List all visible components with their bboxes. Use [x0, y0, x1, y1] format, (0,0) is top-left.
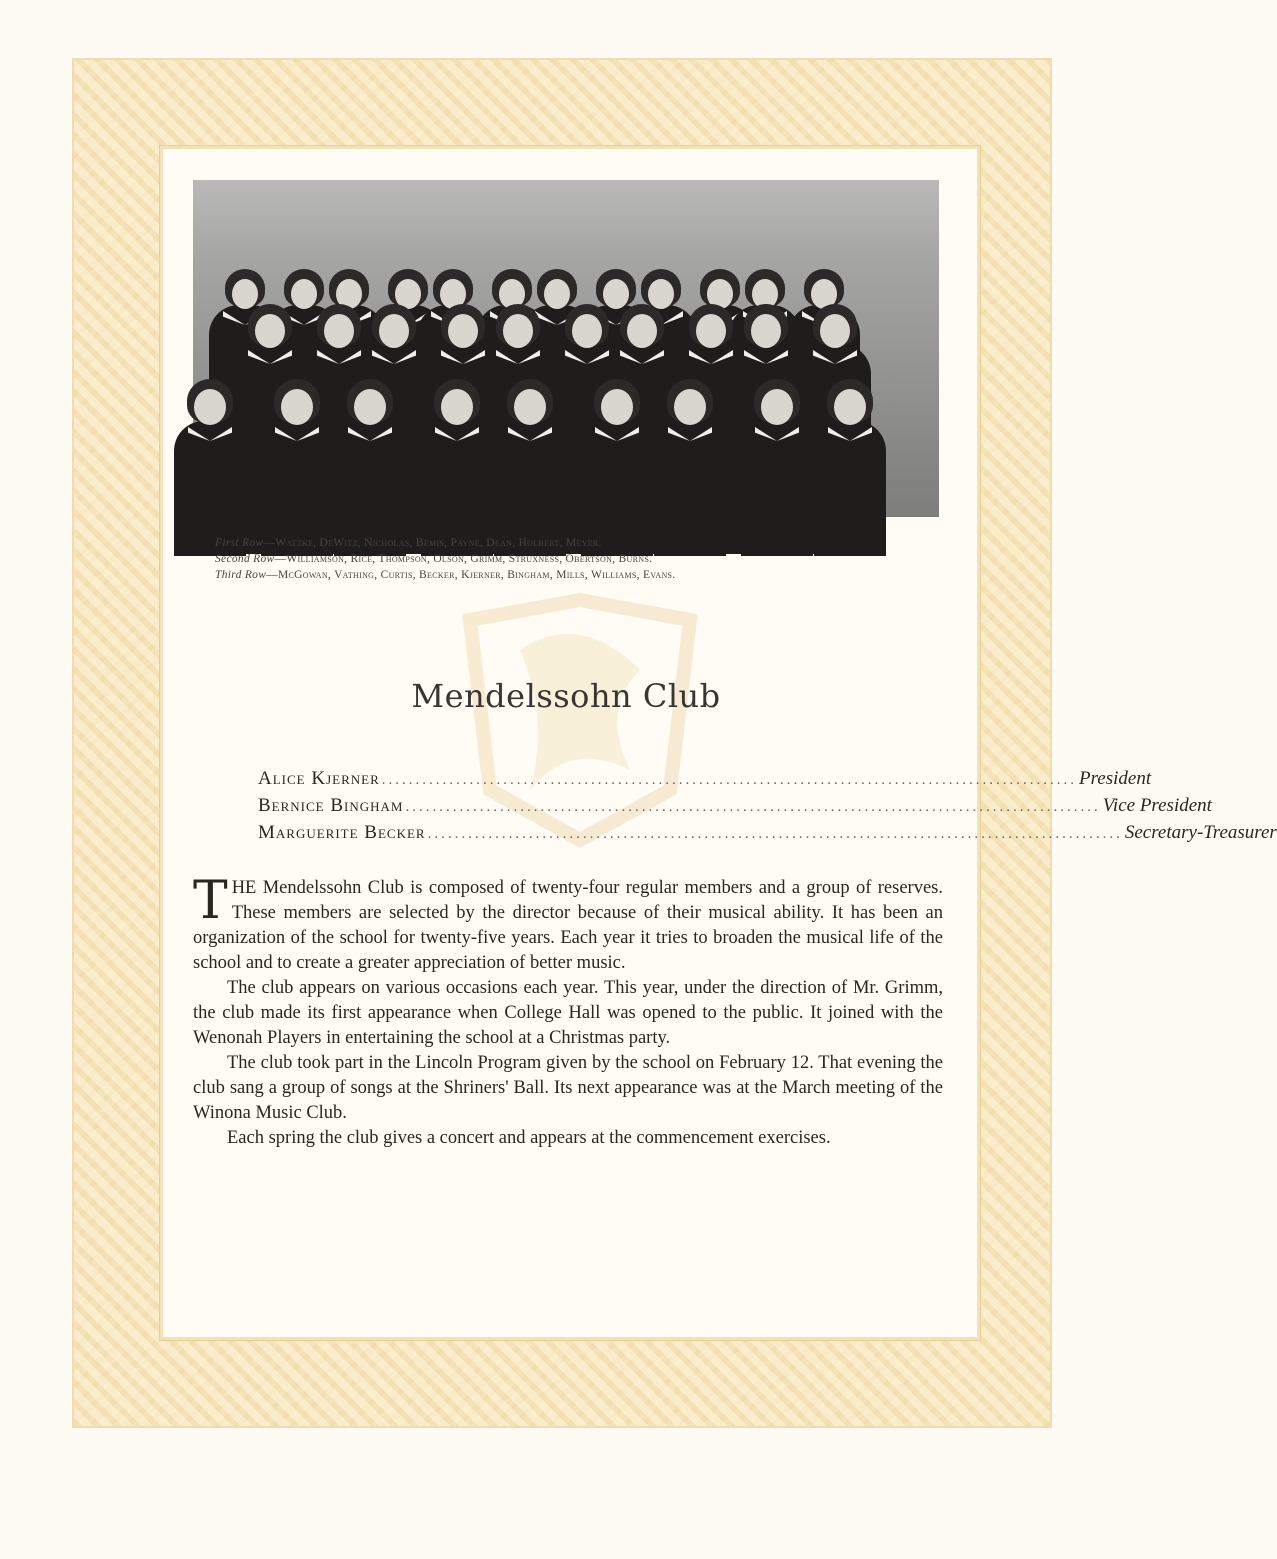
- officer-role: Vice President: [1102, 795, 1212, 816]
- member-face: [627, 314, 657, 348]
- member-face: [503, 314, 533, 348]
- paragraph: The club appears on various occasions each year. This year, under the direction of Mr. Grimm, the club made its first appearance when College Hall was opened to the public. It joined with the Wenonah Players in entertaining the school at a Christmas party.: [193, 978, 943, 1048]
- member-face: [448, 314, 478, 348]
- officer-row: [258, 820, 1277, 847]
- caption-row-label: First Row: [215, 537, 264, 549]
- paragraph: [193, 871, 943, 976]
- caption-row-label: Second Row: [215, 553, 275, 565]
- member-face: [514, 389, 546, 425]
- member-face: [601, 389, 633, 425]
- caption-row-first: [215, 535, 915, 551]
- officer-list: [258, 766, 1277, 847]
- member-face: [544, 279, 570, 309]
- member-face: [751, 314, 781, 348]
- member-face: [696, 314, 726, 348]
- member-face: [674, 389, 706, 425]
- leader-dots: .......................................................................................................: [427, 826, 1123, 842]
- member-face: [232, 279, 258, 309]
- caption-row-third: [215, 567, 915, 583]
- officer-row: [258, 793, 1212, 820]
- member-face: [354, 389, 386, 425]
- member-face: [820, 314, 850, 348]
- member-face: [281, 389, 313, 425]
- member-face: [834, 389, 866, 425]
- officer-name: Alice Kjerner: [258, 768, 380, 789]
- officer-role: Secretary-Treasurer: [1124, 822, 1277, 843]
- page-title: Mendelssohn Club: [411, 677, 721, 715]
- article-body: [193, 871, 943, 1151]
- member-face: [441, 389, 473, 425]
- caption-row-second: [215, 551, 915, 567]
- leader-dots: .......................................................................................................: [381, 772, 1077, 788]
- member-face: [603, 279, 629, 309]
- caption-row-names: —McGowan, Vathing, Curtis, Becker, Kjerner, Bingham, Mills, Williams, Evans.: [266, 569, 676, 581]
- officer-role: President: [1079, 768, 1152, 789]
- member-face: [324, 314, 354, 348]
- group-photo: [193, 180, 939, 517]
- member-face: [572, 314, 602, 348]
- caption-row-names: —Watzke, DeWitz, Nicholas, Bemis, Payne, Dean, Holbert, Meyer.: [263, 537, 602, 549]
- member-face: [648, 279, 674, 309]
- member-face: [291, 279, 317, 309]
- drop-cap: T: [193, 871, 228, 931]
- member-face: [255, 314, 285, 348]
- photo-caption: [215, 535, 915, 583]
- leader-dots: .......................................................................................................: [405, 799, 1101, 815]
- officer-row: [258, 766, 1152, 793]
- officer-name: Bernice Bingham: [258, 795, 404, 816]
- member-face: [379, 314, 409, 348]
- paragraph: Each spring the club gives a concert and appears at the commencement exercises.: [227, 1128, 831, 1148]
- paragraph-text: HE Mendelssohn Club is composed of twenty-four regular members and a group of reserves. These members are selected by the director because of their musical ability. It has been an organization of the school for twenty-five years. Each year it tries to broaden the musical life of the school and to create a greater appreciation of better music.: [193, 878, 943, 973]
- officer-name: Marguerite Becker: [258, 822, 426, 843]
- caption-row-names: —Williamson, Rice, Thompson, Olson, Grimm, Struxness, Obertson, Burns.: [274, 553, 653, 565]
- member-face: [194, 389, 226, 425]
- paragraph: The club took part in the Lincoln Program given by the school on February 12. That evening the club sang a group of songs at the Shriners' Ball. Its next appearance was at the March meeting of the Winona Music Club.: [193, 1053, 943, 1123]
- member-face: [761, 389, 793, 425]
- caption-row-label: Third Row: [215, 569, 267, 581]
